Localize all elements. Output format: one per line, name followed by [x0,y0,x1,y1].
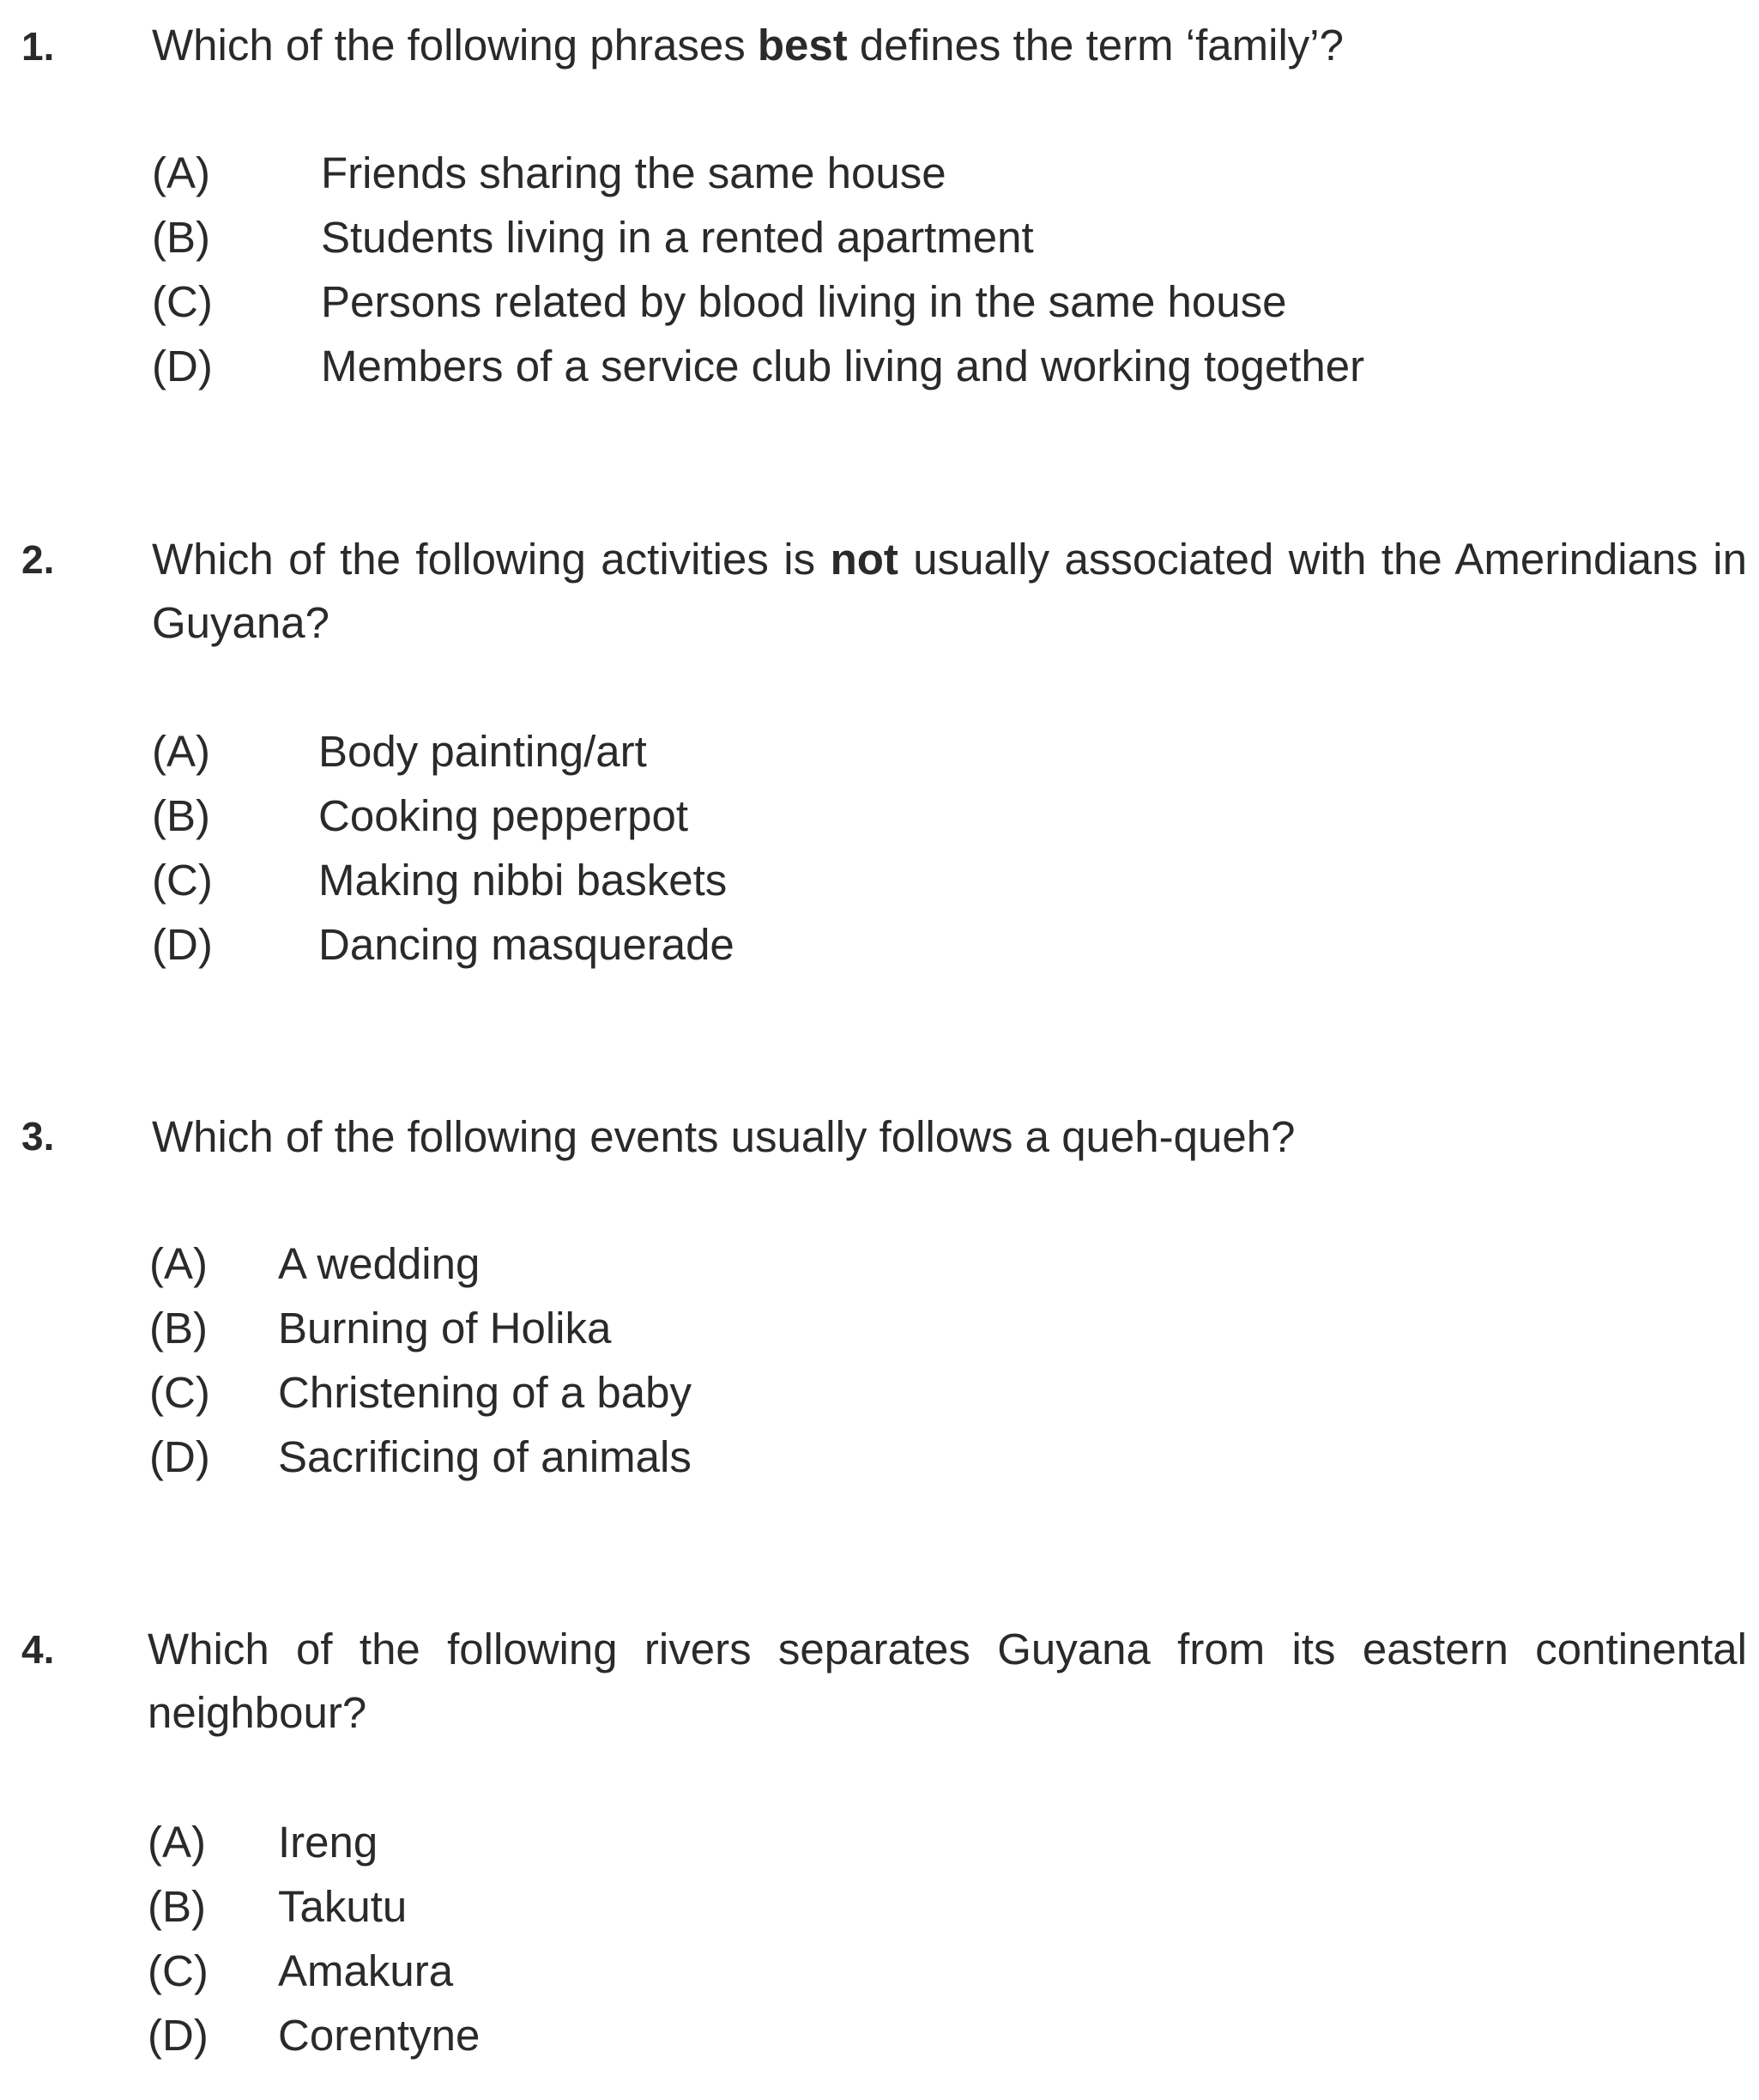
question-stem: Which of the following events usually follows a queh-queh? [152,1112,1296,1161]
option-letter: (A) [148,1818,206,1867]
option-letter: (D) [152,920,213,969]
option-text: Sacrificing of animals [278,1432,692,1481]
question-number: 3. [21,1114,55,1159]
option-text: Making nibbi baskets [318,856,728,905]
option-letter: (A) [149,1239,208,1288]
option-text: A wedding [278,1239,481,1288]
stem-text: Which of the following activities is [152,535,831,584]
option-text: Burning of Holika [278,1304,612,1353]
option-letter: (B) [152,791,210,840]
option-letter: (D) [149,1432,210,1481]
option-text: Christening of a baby [278,1368,692,1417]
option-letter: (C) [148,1946,209,1995]
question-number: 1. [21,24,55,69]
option-text: Friends sharing the same house [321,148,946,197]
option-text: Corentyne [278,2011,481,2060]
option-letter: (B) [148,1882,206,1931]
option-text: Body painting/art [318,727,647,776]
stem-text: Which of the following phrases [152,21,758,70]
option-letter: (C) [152,277,213,326]
option-text: Dancing masquerade [318,920,734,969]
option-text: Takutu [278,1882,408,1931]
option-letter: (B) [149,1304,208,1353]
option-letter: (B) [152,213,210,262]
stem-text: usually associated with the Amerindians in Guyana? [152,535,1747,647]
option-letter: (C) [149,1368,210,1417]
option-text: Students living in a rented apartment [321,213,1034,262]
stem-emphasis: not [830,535,898,584]
option-text: Amakura [278,1946,454,1995]
option-letter: (A) [152,148,210,197]
option-letter: (C) [152,856,213,905]
option-letter: (D) [148,2011,209,2060]
question-stem: Which of the following rivers separates Guyana from its eastern continental neighbour? [148,1625,1747,1737]
option-letter: (A) [152,727,210,776]
option-text: Members of a service club living and working together [321,342,1365,390]
question-number: 4. [21,1627,55,1672]
option-text: Persons related by blood living in the same house [321,277,1287,326]
option-letter: (D) [152,342,213,390]
stem-emphasis: best [757,21,848,70]
option-text: Cooking pepperpot [318,791,688,840]
stem-text: defines the term ‘family’? [847,21,1344,70]
question-stem [152,14,1747,77]
question-number: 2. [21,537,55,582]
question-stem [152,528,1747,655]
option-text: Ireng [278,1818,378,1867]
